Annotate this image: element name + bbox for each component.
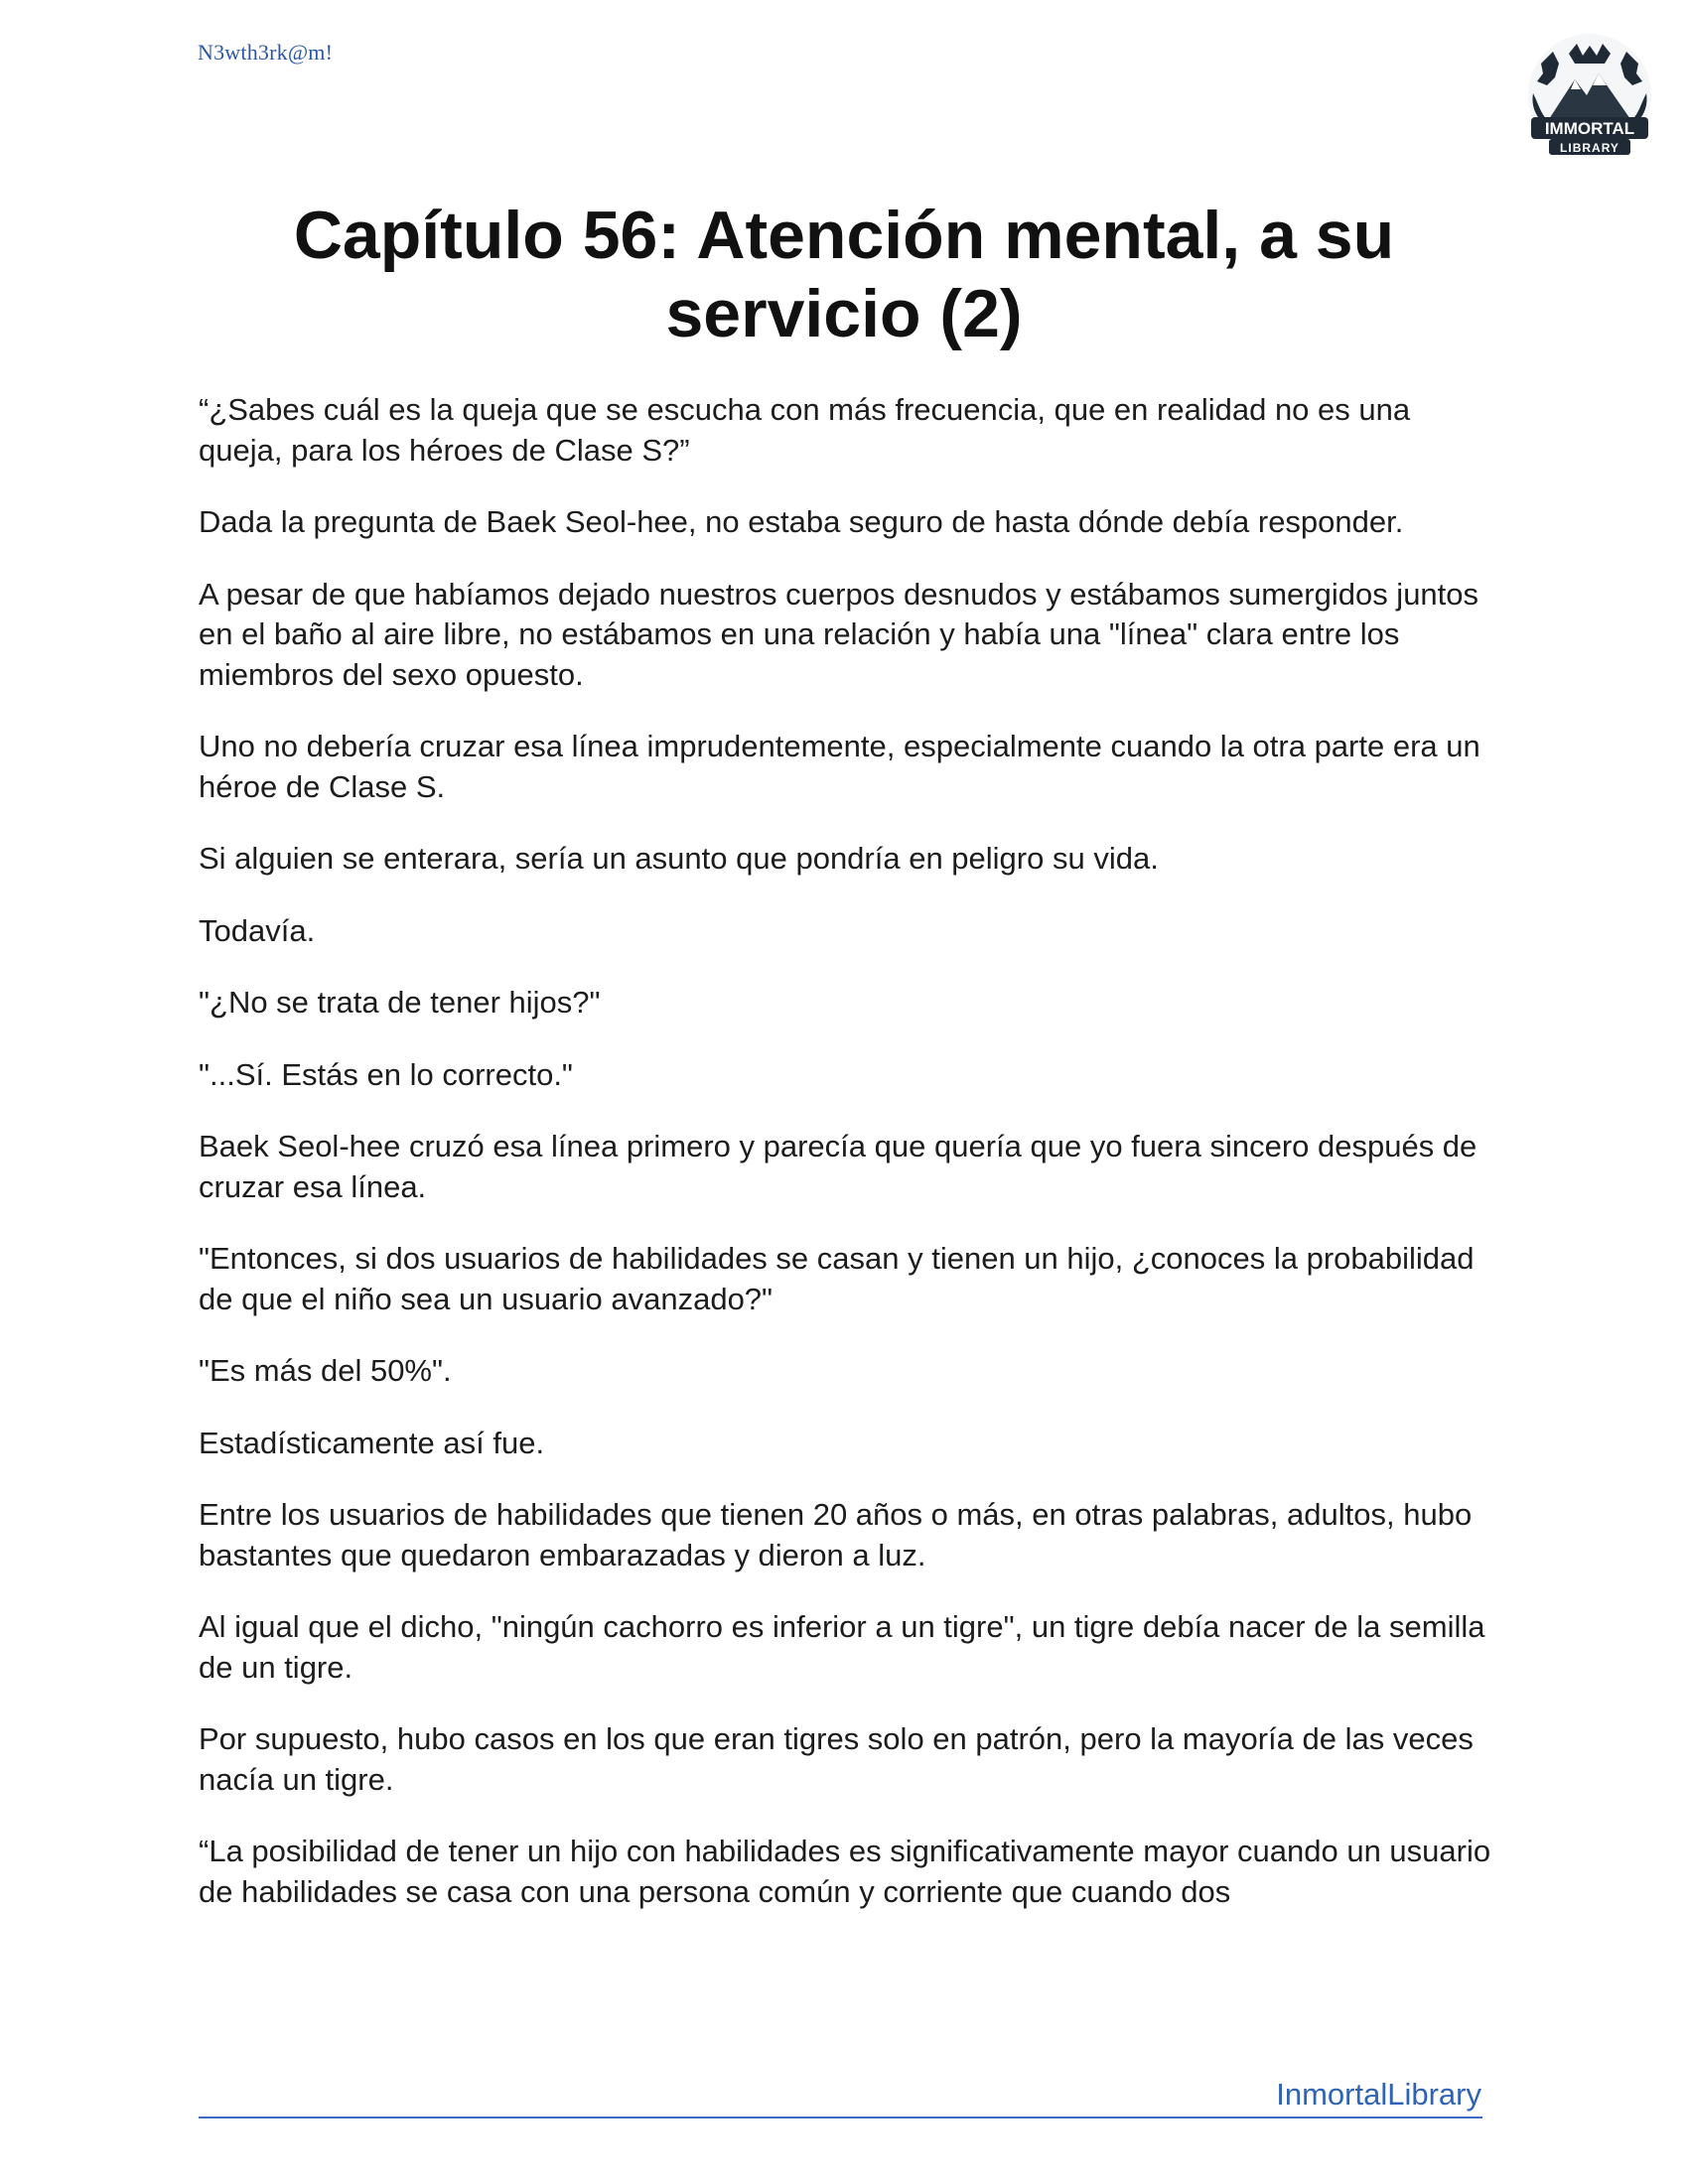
logo-emblem-icon xyxy=(1519,34,1660,163)
chapter-title: Capítulo 56: Atención mental, a su servicio (2) xyxy=(293,198,1395,351)
paragraph: Estadísticamente así fue. xyxy=(199,1425,545,1460)
paragraph: A pesar de que habíamos dejado nuestros cuerpos desnudos y estábamos sumergidos juntos en el baño al aire libre, no estábamos en una relación y había una "línea" clara entre los miembros del sexo opuesto. xyxy=(199,576,1479,692)
paragraph: "Entonces, si dos usuarios de habilidades se casan y tienen un hijo, ¿conoces la probabilidad de que el niño sea un usuario avanzado?" xyxy=(199,1241,1475,1316)
paragraph: "¿No se trata de tener hijos?" xyxy=(199,985,601,1020)
paragraph: Por supuesto, hubo casos en los que eran tigres solo en patrón, pero la mayoría de las veces nacía un tigre. xyxy=(199,1721,1474,1797)
paragraph: Al igual que el dicho, "ningún cachorro es inferior a un tigre", un tigre debía nacer de la semilla de un tigre. xyxy=(199,1609,1485,1685)
paragraph: Si alguien se enterara, sería un asunto que pondría en peligro su vida. xyxy=(199,841,1159,876)
paragraph: Uno no debería cruzar esa línea imprudentemente, especialmente cuando la otra parte era un héroe de Clase S. xyxy=(199,729,1480,804)
paragraph: Todavía. xyxy=(199,912,316,948)
paragraph: Dada la pregunta de Baek Seol-hee, no estaba seguro de hasta dónde debía responder. xyxy=(199,504,1404,539)
footer-link-inmortallibrary[interactable]: InmortalLibrary xyxy=(1276,2077,1481,2112)
paragraph: "Es más del 50%". xyxy=(199,1353,452,1388)
watermark-text: N3wth3rk@m! xyxy=(198,40,334,65)
logo-text-bottom: LIBRARY xyxy=(1560,141,1619,155)
paragraph: “¿Sabes cuál es la queja que se escucha con más frecuencia, que en realidad no es una queja, para los héroes de Clase S?” xyxy=(199,392,1411,468)
paragraph: "...Sí. Estás en lo correcto." xyxy=(199,1056,573,1092)
paragraph: Entre los usuarios de habilidades que tienen 20 años o más, en otras palabras, adultos, hubo bastantes que quedaron embarazadas y dieron a luz. xyxy=(199,1497,1473,1572)
chapter-body xyxy=(199,390,1499,1944)
paragraph: Baek Seol-hee cruzó esa línea primero y parecía que quería que yo fuera sincero después de cruzar esa línea. xyxy=(199,1129,1477,1204)
logo-text-top: IMMORTAL xyxy=(1544,119,1635,138)
paragraph: “La posibilidad de tener un hijo con habilidades es significativamente mayor cuando un usuario de habilidades se casa con una persona común y corriente que cuando dos xyxy=(199,1834,1491,1909)
immortal-library-logo xyxy=(1519,34,1660,163)
footer-rule xyxy=(199,2116,1482,2118)
